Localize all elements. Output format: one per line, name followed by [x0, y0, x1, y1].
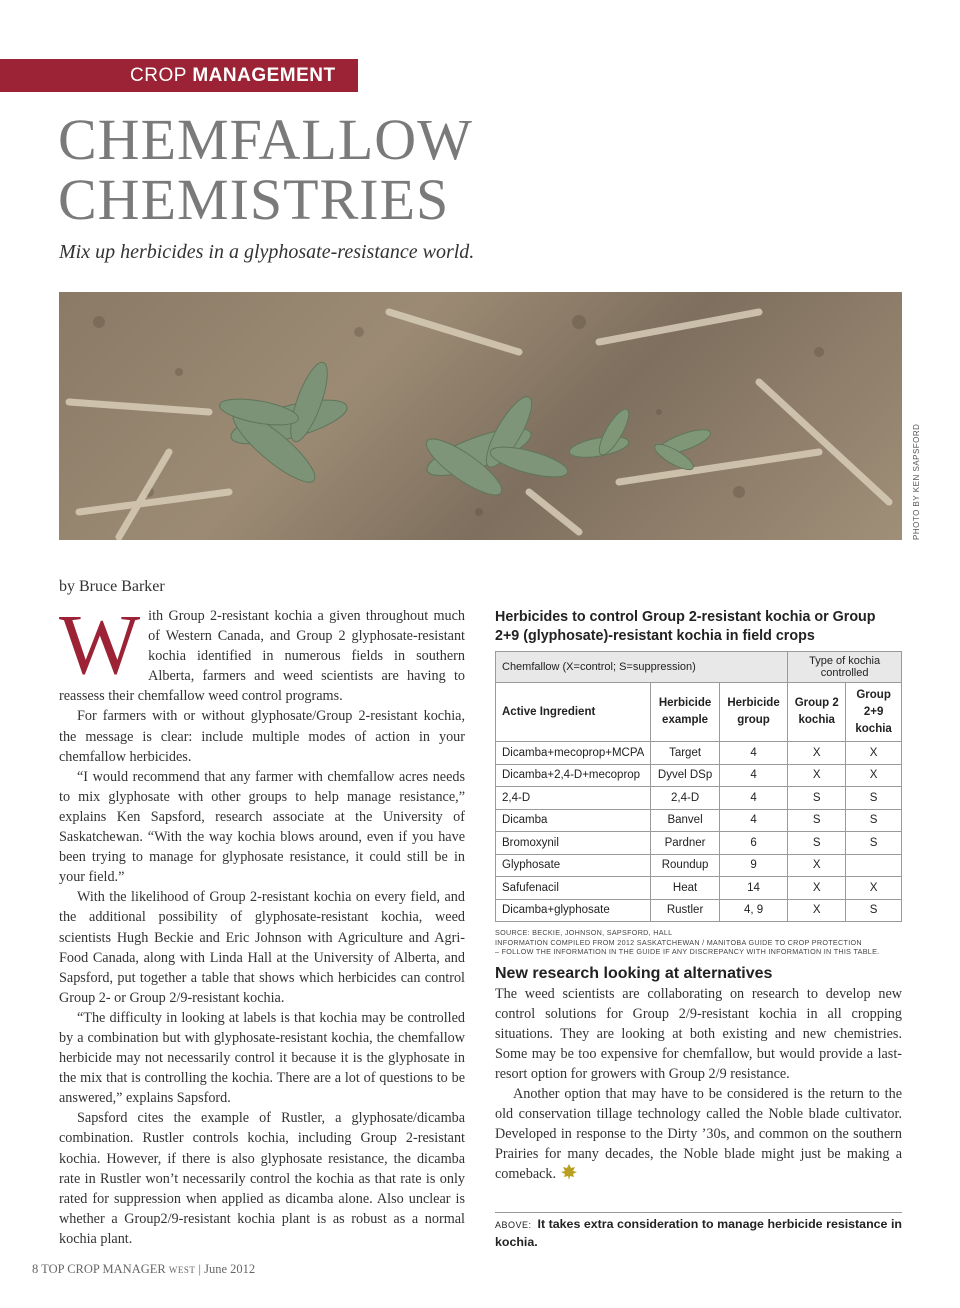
super-header-left: Chemfallow (X=control; S=suppression): [496, 652, 788, 683]
cell-active-ingredient: Dicamba: [496, 809, 651, 832]
cell-group29-kochia: S: [846, 899, 902, 922]
cell-group29-kochia: S: [846, 787, 902, 810]
cell-herbicide-group: 4: [719, 742, 787, 765]
cell-herbicide-example: Roundup: [651, 854, 719, 877]
cell-group29-kochia: X: [846, 742, 902, 765]
article-paragraph: With the likelihood of Group 2-resistant kochia on every field, and the additional possibility of glyphosate-resistant kochia, weed scientists Hugh Beckie and Eric Johnson with Agriculture and Agri-Food Canada, along with Linda Hall at the University of Alberta, and Sapsford, put together a table that shows which herbicides can control Group 2- or Group 2/9-resistant kochia.: [59, 889, 465, 1006]
page-number: 8: [32, 1262, 39, 1276]
section-label-light: CROP: [130, 65, 193, 86]
cell-active-ingredient: Safufenacil: [496, 877, 651, 900]
cell-group2-kochia: X: [788, 899, 846, 922]
table-super-header: [496, 652, 902, 683]
cell-active-ingredient: Dicamba+mecoprop+MCPA: [496, 742, 651, 765]
cell-herbicide-example: 2,4-D: [651, 787, 719, 810]
cell-active-ingredient: Bromoxynil: [496, 832, 651, 855]
table-source: [495, 928, 902, 957]
table-row: [496, 742, 902, 765]
header-group2-kochia: Group 2 kochia: [788, 683, 846, 742]
cell-active-ingredient: 2,4-D: [496, 787, 651, 810]
cell-herbicide-example: Dyvel DSp: [651, 764, 719, 787]
photo-credit: [912, 423, 922, 540]
cell-group2-kochia: X: [788, 742, 846, 765]
header-herbicide-group: Herbicide group: [719, 683, 787, 742]
right-column: [495, 608, 902, 1184]
caption-label: ABOVE:: [495, 1220, 532, 1230]
cell-herbicide-group: 4, 9: [719, 899, 787, 922]
table-row: [496, 832, 902, 855]
cell-herbicide-example: Banvel: [651, 809, 719, 832]
caption-text: It takes extra consideration to manage herbicide resistance in kochia.: [495, 1217, 902, 1249]
cell-group2-kochia: X: [788, 877, 846, 900]
byline: by Bruce Barker: [59, 578, 165, 595]
cell-active-ingredient: Dicamba+2,4-D+mecoprop: [496, 764, 651, 787]
cell-group2-kochia: X: [788, 764, 846, 787]
article-title: [58, 107, 473, 232]
cell-group2-kochia: S: [788, 787, 846, 810]
article-paragraph: For farmers with or without glyphosate/Group 2-resistant kochia, the message is clear: include multiple modes of action in your chemfallow herbicides.: [59, 708, 465, 765]
paragraph-text: ith Group 2-resistant kochia a given throughout much of Western Canada, and Group 2 glyphosate-resistant kochia identified in numerous fields in southern Alberta, farmers and weed scientists are having to reassess their chemfallow weed control programs.: [59, 608, 465, 705]
photo-credit-text: PHOTO BY KEN SAPSFORD: [912, 423, 921, 540]
page-footer: [32, 1262, 255, 1277]
article-subtitle: Mix up herbicides in a glyphosate-resistance world.: [59, 241, 475, 263]
header-group29-kochia: Group 2+9 kochia: [846, 683, 902, 742]
title-line-2: CHEMISTRIES: [58, 167, 450, 232]
cell-herbicide-example: Target: [651, 742, 719, 765]
cell-group29-kochia: [846, 854, 902, 877]
article-paragraph: Sapsford cites the example of Rustler, a glyphosate/dicamba combination. Rustler controls kochia, including Group 2-resistant kochia. However, if there is also glyphosate resistance, the dicamba rate in Rustler won’t necessarily control the kochia as that rate is only rated for suppression when applied as dicamba alone. Also unclear is whether a Group2/9-resistant kochia plant is as robust as a normal kochia plant.: [59, 1110, 465, 1247]
table-body: [496, 742, 902, 922]
source-line: SOURCE: BECKIE, JOHNSON, SAPSFORD, HALL: [495, 928, 673, 937]
herbicide-table: [495, 651, 902, 922]
article-paragraph: “I would recommend that any farmer with chemfallow acres needs to mix glyphosate with other groups to help manage resistance,” explains Ken Sapsford, research associate at the University of Saskatchewan. “With the way kochia blows around, even if you have been trying to manage for glyphosate resistance, it could still be in your field.”: [59, 768, 465, 886]
magazine-name: TOP CROP MANAGER: [41, 1262, 166, 1276]
table-row: [496, 809, 902, 832]
research-paragraph: The weed scientists are collaborating on research to develop new control solutions for Group 2/9-resistant kochia in all cropping situations. They are looking at both existing and new chemistries. Some may be too expensive for chemfallow, but would provide a last-resort option for growers with Group 2/9 resistance.: [495, 985, 902, 1082]
cell-herbicide-example: Pardner: [651, 832, 719, 855]
magazine-edition: WEST: [168, 1265, 196, 1275]
research-heading: New research looking at alternatives: [495, 964, 773, 982]
research-paragraph: [495, 1084, 902, 1184]
issue-date: June 2012: [204, 1262, 256, 1276]
header-herbicide-example: Herbicide example: [651, 683, 719, 742]
cell-group2-kochia: S: [788, 832, 846, 855]
cell-active-ingredient: Dicamba+glyphosate: [496, 899, 651, 922]
cell-herbicide-group: 4: [719, 809, 787, 832]
cell-herbicide-group: 4: [719, 787, 787, 810]
section-label-bold: MANAGEMENT: [192, 65, 336, 86]
source-line: INFORMATION COMPILED FROM 2012 SASKATCHEWAN / MANITOBA GUIDE TO CROP PROTECTION: [495, 937, 862, 947]
cell-herbicide-example: Rustler: [651, 899, 719, 922]
photo-caption: [495, 1212, 902, 1251]
cell-herbicide-example: Heat: [651, 877, 719, 900]
table-row: [496, 764, 902, 787]
drop-cap: W: [59, 596, 141, 692]
cell-herbicide-group: 14: [719, 877, 787, 900]
table-title: Herbicides to control Group 2-resistant kochia or Group 2+9 (glyphosate)-resistant kochia in field crops: [495, 609, 876, 644]
cell-active-ingredient: Glyphosate: [496, 854, 651, 877]
footer-separator: |: [198, 1262, 201, 1276]
title-line-1: CHEMFALLOW: [58, 107, 473, 172]
cell-group29-kochia: S: [846, 832, 902, 855]
cell-group2-kochia: X: [788, 854, 846, 877]
table-row: [496, 877, 902, 900]
section-banner: [0, 59, 358, 92]
table-row: [496, 787, 902, 810]
table-header: [496, 683, 902, 742]
kochia-photo-illustration: [59, 292, 902, 540]
cell-herbicide-group: 9: [719, 854, 787, 877]
cell-group29-kochia: X: [846, 764, 902, 787]
research-body: [495, 984, 902, 1185]
cell-group29-kochia: X: [846, 877, 902, 900]
table-row: [496, 854, 902, 877]
article-paragraph: “The difficulty in looking at labels is that kochia may be controlled by a combination but with glyphosate-resistant kochia, the chemfallow herbicide may not necessarily control it because it is the glyphosate in the mix that is controlling the kochia. There are a lot of questions to be answered,” explains Sapsford.: [59, 1009, 465, 1107]
kochia-photo: [59, 292, 902, 540]
article-body: [59, 596, 465, 1249]
maple-leaf-end-icon: [560, 1164, 578, 1180]
cell-herbicide-group: 4: [719, 764, 787, 787]
source-line: – FOLLOW THE INFORMATION IN THE GUIDE IF ANY DISCREPANCY WITH INFORMATION IN THIS TABLE.: [495, 947, 880, 956]
cell-group2-kochia: S: [788, 809, 846, 832]
article-paragraph: [59, 596, 465, 706]
header-active-ingredient: Active Ingredient: [496, 683, 651, 742]
paragraph-text: Another option that may have to be considered is the return to the old conservation tillage technology called the Noble blade cultivator. Developed in response to the Dirty ’30s, and common on the southern Prairies for many decades, the Noble blade might just be making a comeback.: [495, 1085, 902, 1183]
super-header-right: Type of kochia controlled: [788, 652, 902, 683]
cell-group29-kochia: S: [846, 809, 902, 832]
table-row: [496, 899, 902, 922]
cell-herbicide-group: 6: [719, 832, 787, 855]
